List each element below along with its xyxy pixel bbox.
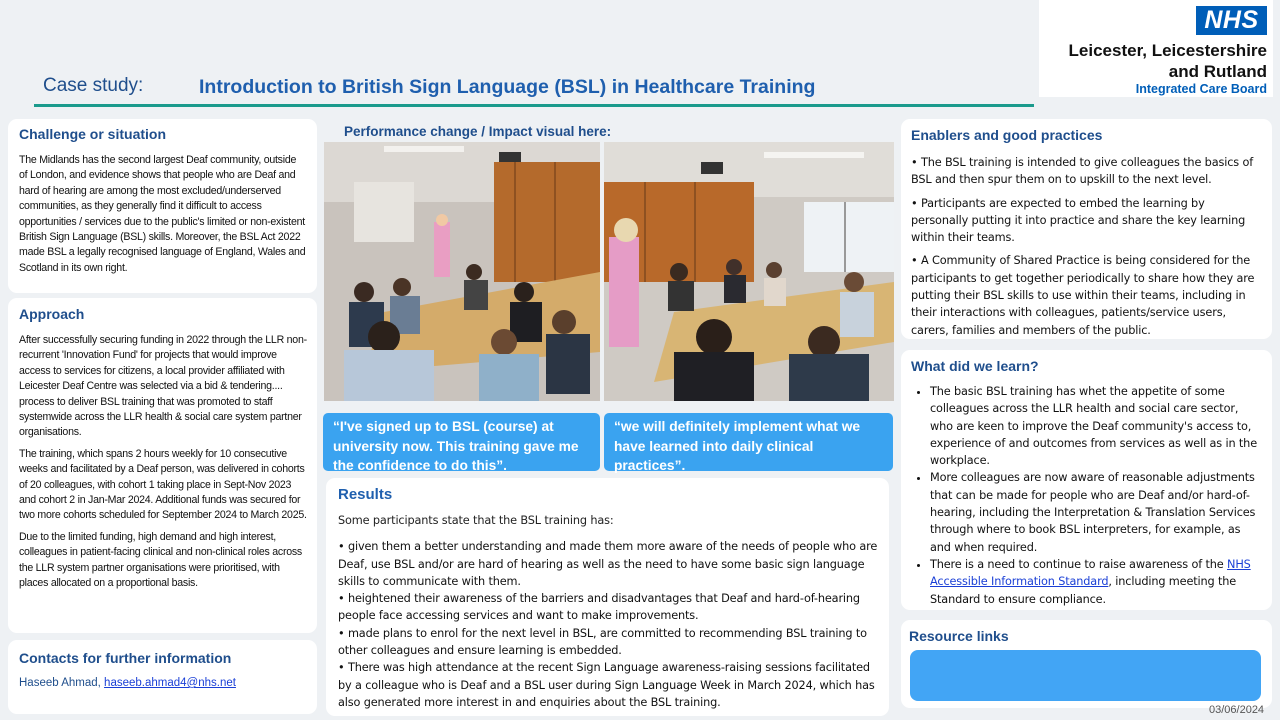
results-bullet-3: • made plans to enrol for the next level in BSL, are committed to recommending BSL training to other colleagues and ensure learning is embedded. (338, 626, 867, 658)
enablers-bullet-1: • The BSL training is intended to give colleagues the basics of BSL and then spur them on to upskill to the next level. (911, 156, 1254, 187)
case-study-label: Case study: (43, 75, 144, 96)
learned-card (901, 350, 1272, 610)
contact-email-link[interactable]: haseeb.ahmad4@nhs.net (104, 677, 236, 689)
participant-quote-2: “we will definitely implement what we have learned into daily clinical practices”. (604, 413, 893, 471)
performance-heading: Performance change / Impact visual here: (344, 124, 612, 139)
enablers-heading: Enablers and good practices (911, 127, 1103, 143)
results-bullet-2: • heightened their awareness of the barriers and disadvantages that Deaf and hard-of-hearing people face accessing services and want to make improvements. (338, 592, 860, 623)
org-name-line1: Leicester, Leicestershire (1068, 41, 1267, 60)
enablers-card (901, 119, 1272, 339)
org-name-line3: Integrated Care Board (1135, 82, 1267, 96)
learned-bullet-3-text-after: , including meeting the Standard to ensure compliance. (930, 575, 1237, 606)
footer-date: 03/06/2024 (1209, 704, 1265, 716)
nhs-logo-badge: NHS (1196, 6, 1267, 35)
learned-bullet-3 (930, 556, 1262, 608)
training-photo-1 (324, 142, 600, 401)
approach-card (8, 298, 317, 633)
results-heading: Results (338, 486, 393, 503)
nhs-accessible-information-standard-link[interactable]: NHS Accessible Information Standard (930, 557, 1251, 589)
enablers-bullet-3: • A Community of Shared Practice is being considered for the participants to get together periodically to share how they are putting their BSL skills to use within their teams, including in their interactions with colleagues, patients/service users, carers, families and members of the public. (911, 254, 1255, 337)
enablers-bullet-2: • Participants are expected to embed the learning by personally putting it into practice and share the key learning within their teams. (911, 196, 1246, 245)
challenge-text: The Midlands has the second largest Deaf community, outside of London, and evidence shows that people who are Deaf and hard of hearing are among the most excluded/underserved communities, as they generally find it difficult to access opportunities / services due to the public's limited or non-existent British Sign Language (BSL) skills. Moreover, the BSL Act 2022 made BSL a legally recognised language of England, Wales and Scotland in its own right. (19, 154, 306, 274)
challenge-heading: Challenge or situation (19, 126, 167, 142)
learned-heading: What did we learn? (911, 358, 1039, 374)
learned-bullet-2: • More colleagues are now aware of reasonable adjustments that can be made for people who are Deaf and/or hard-of-hearing, including the Interpretation & Translation Services through where to book BSL interpreters, for example, as and when required. (930, 469, 1262, 555)
resource-links-box (910, 650, 1261, 701)
header-rule (34, 104, 1034, 107)
results-card (326, 478, 889, 716)
contacts-heading: Contacts for further information (19, 650, 232, 666)
resource-links-card (901, 620, 1272, 708)
approach-paragraph-1: After successfully securing funding in 2022 through the LLR non-recurrent 'Innovation Fund' for projects that would improve access to services for citizens, a local provider affiliated with Leicester Deaf Centre was selected via a bid & tendering.... process to deliver BSL training that was promoted to staff systemwide across the LLR health & social care system partner organisations. (19, 334, 307, 439)
nhs-logo-block (1039, 0, 1273, 97)
participant-quote-1: “I've signed up to BSL (course) at university now. This training gave me the confidence to do this”. (323, 413, 600, 471)
approach-paragraph-2: The training, which spans 2 hours weekly for 10 consecutive weeks and facilitated by a Deaf person, was delivered in cohorts of 20 colleagues, with cohort 1 taking place in Sept-Nov 2023 and cohort 2 in Jan-Mar 2024. Additional funds was secured for two more cohorts scheduled for September 2024 to March 2025. (19, 447, 307, 522)
results-intro: Some participants state that the BSL training has: (338, 514, 614, 527)
approach-paragraph-3: Due to the limited funding, high demand and high interest, colleagues in patient-facing clinical and non-clinical roles across the LLR system partner organisations were prioritised, with places allocated on a proportional basis. (19, 530, 302, 590)
contact-name: Haseeb Ahmad, (19, 677, 101, 689)
results-bullet-4: • There was high attendance at the recent Sign Language awareness-raising sessions facilitated by a colleague who is Deaf and a BSL user during Sign Language Week in March 2024, which has also generated more interest in and enquiries about the BSL training. (338, 661, 875, 709)
challenge-card (8, 119, 317, 293)
learned-bullet-1: • The basic BSL training has whet the appetite of some colleagues across the LLR health and social care sector, who are keen to improve the Deaf community's access to, experience of and outcomes from services as well as in the workplace. (930, 383, 1262, 469)
approach-heading: Approach (19, 306, 85, 322)
page-title: Introduction to British Sign Language (BSL) in Healthcare Training (199, 76, 816, 98)
results-bullet-1: • given them a better understanding and made them more aware of the needs of people who are Deaf, use BSL and/or are hard of hearing as well as the need to have some basic sign language skills to communicate with them. (338, 540, 878, 588)
org-name-line2: and Rutland (1168, 62, 1267, 81)
learned-bullet-3-text-before: There is a need to continue to raise awareness of the (930, 557, 1228, 571)
contacts-card (8, 640, 317, 714)
training-photo-2 (604, 142, 894, 401)
resource-links-heading: Resource links (909, 628, 1009, 644)
